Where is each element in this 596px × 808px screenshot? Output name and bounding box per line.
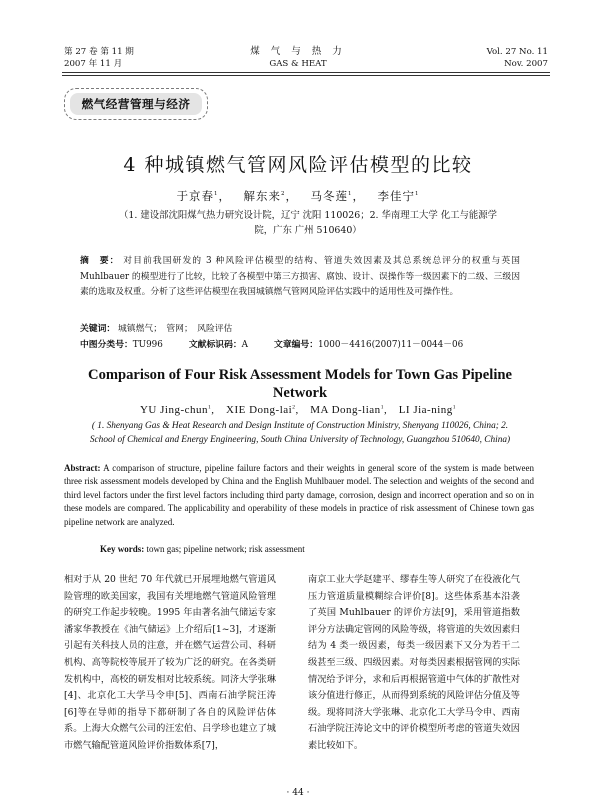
abstract-en-text: A comparison of structure, pipeline failure factors and their weights in general score of the system is made between three risk assessment models developed by China and the English Muhlbauer model. The selection and weights of the second and third level factors under the first level factors including third party damage, corrosion, design and incorrect operation and so on in these models are compared. The applicability and operability of these models in practice of risk assessment of Chinese town gas pipeline network are analyzed. [64,463,534,527]
clc-value: TU996 [132,340,163,350]
author-name: XIE Dong-lai [226,404,293,416]
author-name: 解东来 [243,189,281,203]
clc-label: 中图分类号： [80,340,133,350]
author-name: MA Dong-lian [310,404,381,416]
author-affiliation-mark: 2 [281,191,286,198]
keywords-en-label: Key words: [100,544,145,554]
header-date-cn: 2007 年 11 月 [64,59,123,69]
author-name: 马冬莲 [310,189,348,203]
title-cn: 4 种城镇燃气管网风险评估模型的比较 [123,154,473,176]
body-column-left: 相对于从 20 世纪 70 年代就已开展埋地燃气管道风险管理的欧美国家，我国有关埋地燃气管道风险管理的研究工作起步较晚。1995 年由著名油气储运专家潘家华教授在《油气储运》上介绍后[1~3]，才逐渐引起有关科技人员的注意，并在燃气运营公司、科研机构、高等院校等展开了较为广泛的研究。在各类研发机构中，高校的研发相对比较系统。同济大学张琳[4]、北京化工大学马令申[5]、西南石油学院汪涛[6]等在导师的指导下都研制了各自的风险评估体系。上海大众燃气公司的汪宏伯、吕学珍也建立了城市燃气输配管道风险评价指数体系[7]， [64,574,276,751]
doc-code-label: 文献标识码： [188,340,242,350]
classification-cn [80,337,463,350]
author-affiliation-mark: 1 [348,191,353,198]
header-journal-cn: 煤 气 与 热 力 [250,46,346,57]
affiliation-cn: （1. 建设部沈阳煤气热力研究设计院，辽宁 沈阳 110026；2. 华南理工大学 化工与能源学院，广东 广州 510640） [119,210,497,236]
title-en: Comparison of Four Risk Assessment Models for Town Gas Pipeline Network [88,367,512,401]
doc-code-value: A [241,340,249,350]
abstract-cn-label: 摘 要： [80,256,120,266]
authors-en: YU Jing-chun$^1$, XIE Dong-lai$^2$, MA Dong-lian$^1$, LI Jia-ning$^1$ [139,404,457,416]
author-name: 于京春 [176,189,214,203]
author-affiliation-mark: 1 [415,191,420,198]
page-number: · 44 · [286,788,310,798]
abstract-cn [80,254,520,301]
keywords-cn [80,321,232,334]
author-affiliation-mark: 1 [214,191,219,198]
abstract-cn-text: 对目前我国研发的 3 种风险评估模型的结构、管道失效因素及其总系统总评分的权重与英国 Muhlbauer 的模型进行了比较，比较了各模型中第三方损害、腐蚀、设计、误操作等一级因素下的二级、三级因素的选取及权重。分析了这些评估模型在我国城镇燃气管网风险评估实践中的适用性及可操作性。 [80,256,520,297]
article-no-label: 文章编号： [274,340,319,350]
author-affiliation-mark: 1 [208,404,212,411]
author-name: 李佳宁 [377,189,415,203]
author-name: LI Jia-ning [398,404,453,416]
author-affiliation-mark: 1 [380,404,384,411]
keywords-en [100,544,305,554]
column-label: 燃气经营管理与经济 [70,93,202,115]
abstract-en [64,462,534,529]
author-affiliation-mark: 1 [452,404,457,411]
header-right [487,46,548,70]
column-label-box [64,88,208,120]
body-column-right: 南京工业大学赵建平、缪春生等人研究了在役液化气压力管道质量模糊综合评价[8]。这些体系基本沿袭了英国 Muhlbauer 的评价方法[9]，采用管道指数评分方法确定管网的风险等级，将管道的失效因素归结为 4 类一级因素，每类一级因素下又分为若干二级甚至三级、四级因素。对每类因素根据管网的实际情况给予评分，求和后再根据管道中气体的扩散性对该分值进行修正，从而得到系统的风险评估分值及等级。现将同济大学张琳、北京化工大学马令申、西南石油学院汪涛论文中的评价模型所考虑的管道失效因素比较如下。 [308,574,520,751]
header-journal-en: GAS & HEAT [269,59,327,69]
header-volume-en: Vol. 27 No. 11 [486,47,548,57]
header-date-en: Nov. 2007 [504,59,548,69]
authors-cn: 于京春$^1$， 解东来$^2$， 马冬莲$^1$， 李佳宁$^1$ [176,189,420,203]
affiliation-en: ( 1. Shenyang Gas & Heat Research and Design Institute of Construction Ministry, Shenyang 110026, China; 2. School of Chemical and Energy Engineering, South China University of Technology, Guangzhou 510640, China) [89,421,511,445]
keywords-cn-label: 关键词： [80,324,116,334]
header-rule [62,72,550,76]
keywords-en-text: town gas; pipeline network; risk assessment [146,544,305,554]
abstract-en-label: Abstract: [64,463,101,473]
author-name: YU Jing-chun [139,404,209,416]
keywords-cn-text: 城镇燃气； 管网； 风险评估 [118,324,233,334]
article-no-value: 1000－4416(2007)11－0044－06 [318,340,464,350]
author-affiliation-mark: 2 [292,404,296,411]
header-volume-cn: 第 27 卷 第 11 期 [64,47,134,57]
